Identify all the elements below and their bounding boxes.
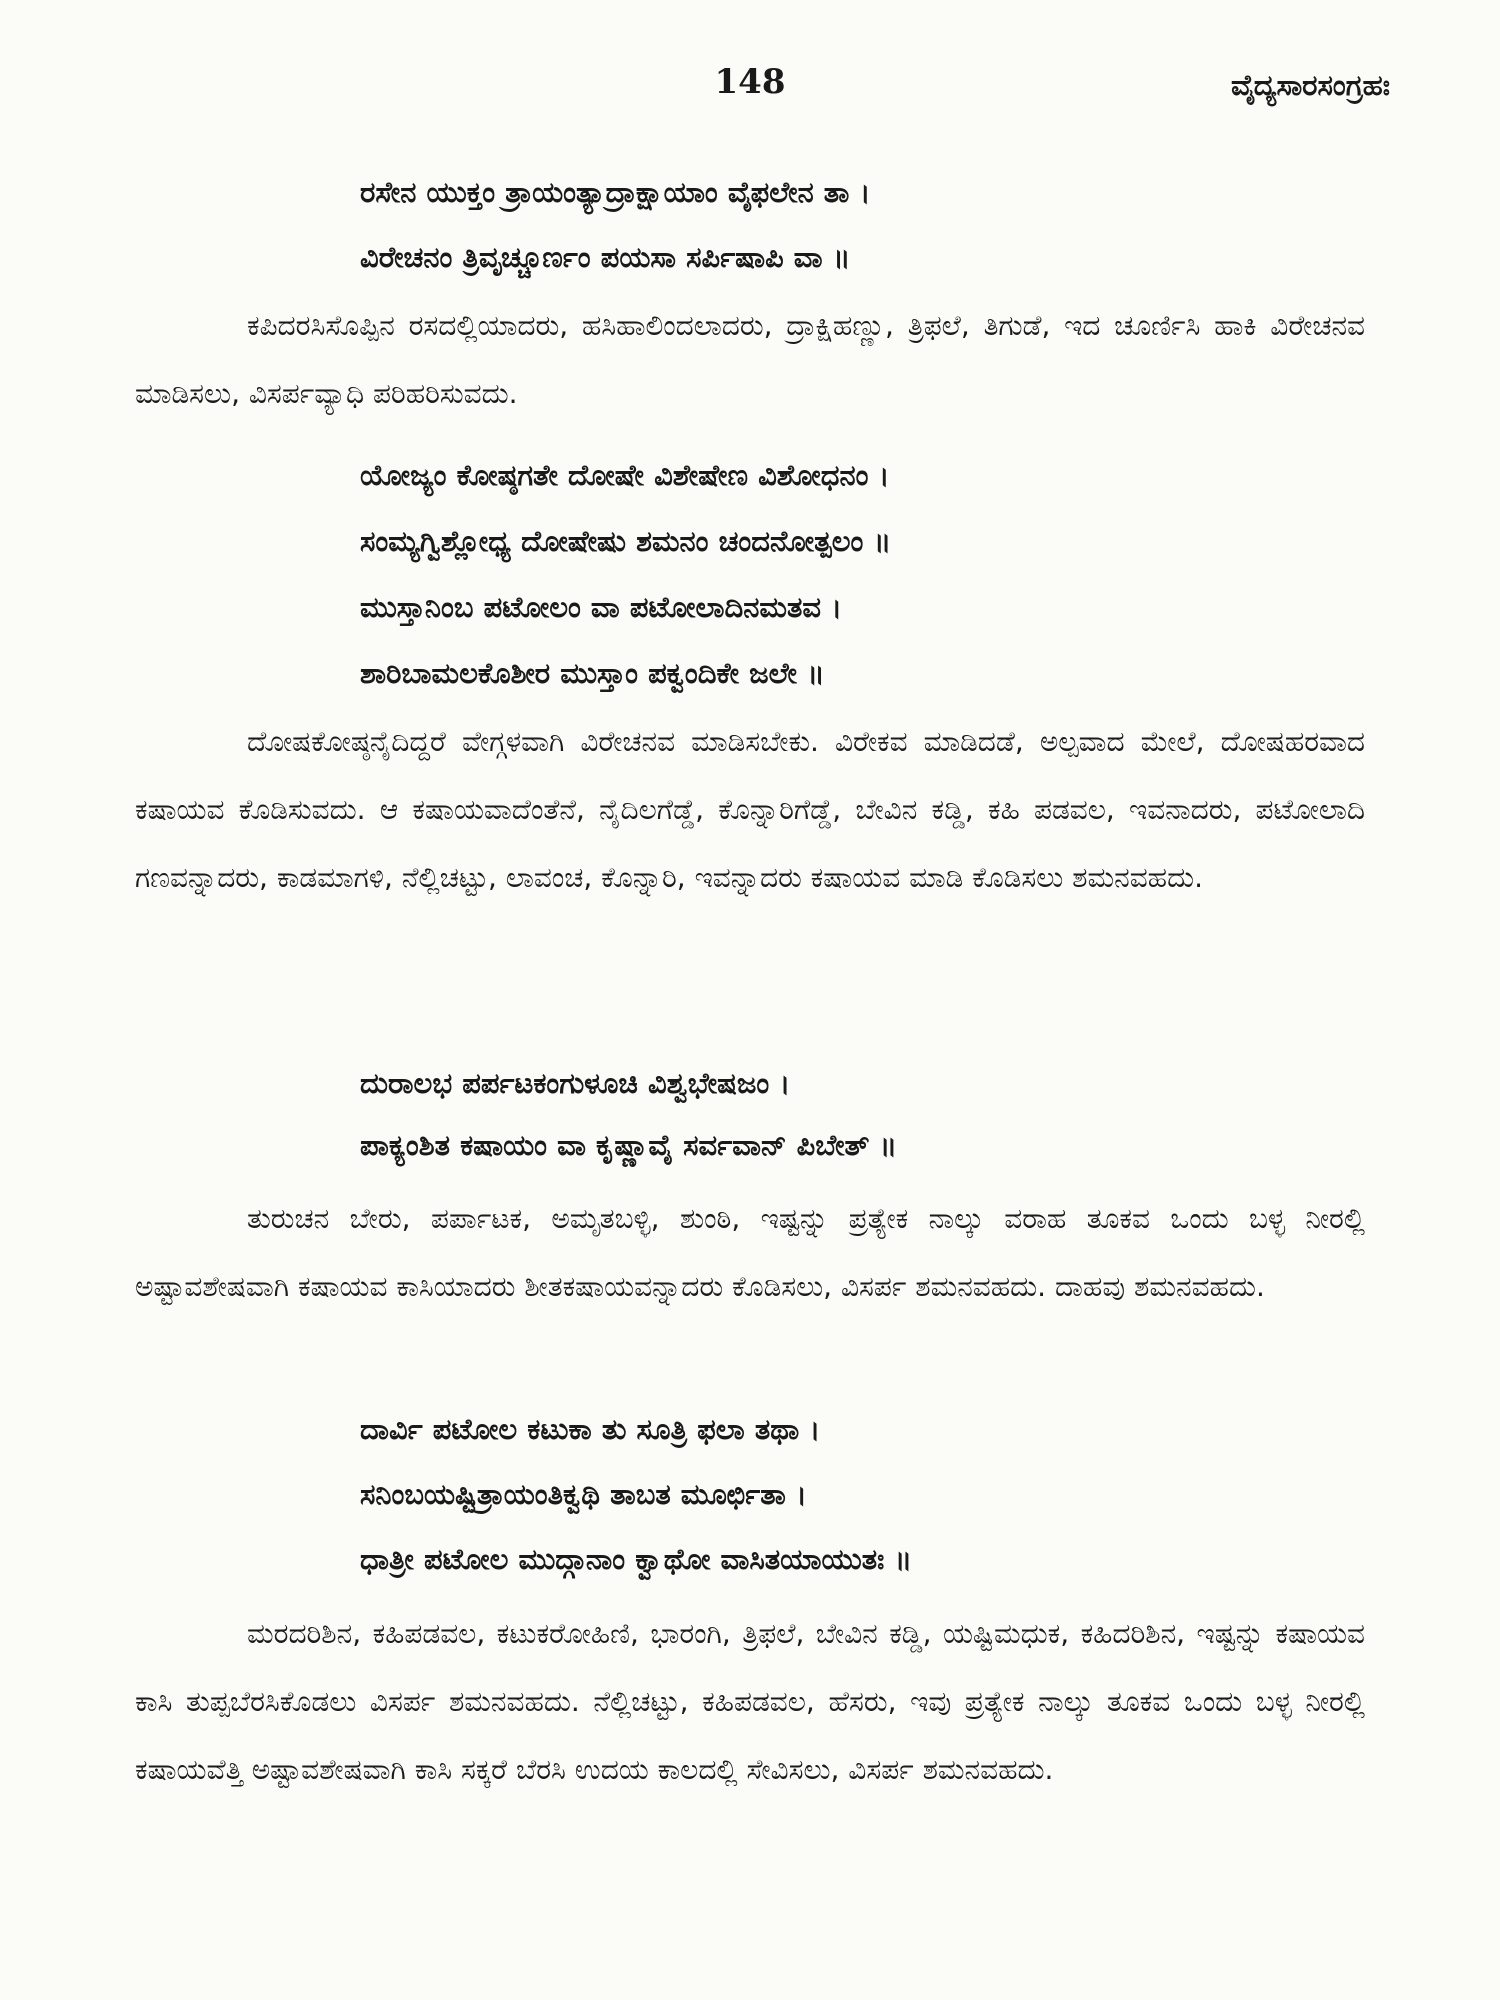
verse-line: ಯೋಜ್ಯಂ ಕೋಷ್ಠಗತೇ ದೋಷೇ ವಿಶೇಷೇಣ ವಿಶೋಧನಂ । [360, 458, 890, 492]
paragraph: ಕಪಿದರಸಿಸೊಪ್ಪಿನ ರಸದಲ್ಲಿಯಾದರು, ಹಸಿಹಾಲಿಂದಲಾದರು, ದ್ರಾಕ್ಷಿಹಣ್ಣು, ತ್ರಿಫಲೆ, ತಿಗುಡೆ, ಇದ ಚೂರ್ಣಿಸಿ ಹಾಕಿ ವಿರೇಚನವ ಮಾಡಿಸಲು, ವಿಸರ್ಪವ್ಯಾಧಿ ಪರಿಹರಿಸುವದು. [135, 309, 1365, 410]
running-title: ವೈದ್ಯಸಾರಸಂಗ್ರಹಃ [1231, 68, 1390, 102]
verse-line: ಸಂಮ್ಯಗ್ವಿಶ್ಲೋಧ್ಯ ದೋಷೇಷು ಶಮನಂ ಚಂದನೋತ್ಪಲಂ ॥ [360, 524, 892, 558]
verse-line: ವಿರೇಚನಂ ತ್ರಿವೃಚ್ಚೂರ್ಣಂ ಪಯಸಾ ಸರ್ಪಿಷಾಪಿ ವಾ ॥ [360, 240, 851, 274]
verse-line: ಪಾಕ್ಯಂಶಿತ ಕಷಾಯಂ ವಾ ಕೃಷ್ಣಾವೈ ಸರ್ವವಾನ್ ಪಿಬೇತ್ ॥ [360, 1128, 898, 1162]
paragraph: ತುರುಚನ ಬೇರು, ಪರ್ಪಾಟಕ, ಅಮೃತಬಳ್ಳಿ, ಶುಂಠಿ, ಇಷ್ಟನ್ನು ಪ್ರತ್ಯೇಕ ನಾಲ್ಕು ವರಾಹ ತೂಕವ ಒಂದು ಬಳ್ಳ ನೀರಲ್ಲಿ ಅಷ್ಟಾವಶೇಷವಾಗಿ ಕಷಾಯವ ಕಾಸಿಯಾದರು ಶೀತಕಷಾಯವನ್ನಾದರು ಕೊಡಿಸಲು, ವಿಸರ್ಪ ಶಮನವಹದು. ದಾಹವು ಶಮನವಹದು. [135, 1202, 1365, 1303]
verse-line: ದಾರ್ವಿ ಪಟೋಲ ಕಟುಕಾ ತು ಸೂತ್ರಿ ಫಲಾ ತಥಾ । [360, 1412, 821, 1446]
paragraph: ದೋಷಕೋಷ್ಠನೈದಿದ್ದರೆ ವೇಗ್ಗಳವಾಗಿ ವಿರೇಚನವ ಮಾಡಿಸಬೇಕು. ವಿರೇಕವ ಮಾಡಿದಡೆ, ಅಲ್ಪವಾದ ಮೇಲೆ, ದೋಷಹರವಾದ ಕಷಾಯವ ಕೊಡಿಸುವದು. ಆ ಕಷಾಯವಾದೆಂತೆನೆ, ನೈದಿಲಗೆಡ್ಡೆ, ಕೊನ್ನಾರಿಗೆಡ್ಡೆ, ಬೇವಿನ ಕಡ್ಡಿ, ಕಹಿ ಪಡವಲ, ಇವನಾದರು, ಪಟೋಲಾದಿ ಗಣವನ್ನಾದರು, ಕಾಡಮಾಗಳಿ, ನೆಲ್ಲಿಚಟ್ಟು, ಲಾವಂಚ, ಕೊನ್ನಾರಿ, ಇವನ್ನಾದರು ಕಷಾಯವ ಮಾಡಿ ಕೊಡಿಸಲು ಶಮನವಹದು. [135, 725, 1365, 894]
verse-line: ಧಾತ್ರೀ ಪಟೋಲ ಮುದ್ಗಾನಾಂ ಕ್ವಾಥೋ ವಾಸಿತಯಾಯುತಃ ॥ [360, 1542, 913, 1576]
verse-line: ಶಾರಿಬಾಮಲಕೊಶೀರ ಮುಸ್ತಾಂ ಪಕ್ವಂದಿಕೇ ಜಲೇ ॥ [360, 656, 825, 690]
page-number: 148 [714, 62, 786, 102]
verse-line: ರಸೇನ ಯುಕ್ತಂ ತ್ರಾಯಂತ್ಯಾದ್ರಾಕ್ಷಾಯಾಂ ವೈಫಲೇನ ತಾ । [360, 175, 871, 209]
paragraph: ಮರದರಿಶಿನ, ಕಹಿಪಡವಲ, ಕಟುಕರೋಹಿಣಿ, ಭಾರಂಗಿ, ತ್ರಿಫಲೆ, ಬೇವಿನ ಕಡ್ಡಿ, ಯಷ್ಟಿಮಧುಕ, ಕಹಿದರಿಶಿನ, ಇಷ್ಟನ್ನು ಕಷಾಯವ ಕಾಸಿ ತುಪ್ಪಬೆರಸಿಕೊಡಲು ವಿಸರ್ಪ ಶಮನವಹದು. ನೆಲ್ಲಿಚಟ್ಟು, ಕಹಿಪಡವಲ, ಹೆಸರು, ಇವು ಪ್ರತ್ಯೇಕ ನಾಲ್ಕು ತೂಕವ ಒಂದು ಬಳ್ಳ ನೀರಲ್ಲಿ ಕಷಾಯವೆತ್ತಿ ಅಷ್ಟಾವಶೇಷವಾಗಿ ಕಾಸಿ ಸಕ್ಕರೆ ಬೆರಸಿ ಉದಯ ಕಾಲದಲ್ಲಿ ಸೇವಿಸಲು, ವಿಸರ್ಪ ಶಮನವಹದು. [135, 1617, 1365, 1786]
verse-line: ದುರಾಲಭ ಪರ್ಪಟಕಂಗುಳೂಚಿ ವಿಶ್ವಭೇಷಜಂ । [360, 1066, 791, 1100]
verse-line: ಸನಿಂಬಯಷ್ಟಿತ್ರಾಯಂತಿಕ್ವಥಿ ತಾಬತ ಮೂರ್ಛಿತಾ । [360, 1477, 807, 1511]
verse-line: ಮುಸ್ತಾನಿಂಬ ಪಟೋಲಂ ವಾ ಪಟೋಲಾದಿನಮತವ । [360, 590, 843, 624]
